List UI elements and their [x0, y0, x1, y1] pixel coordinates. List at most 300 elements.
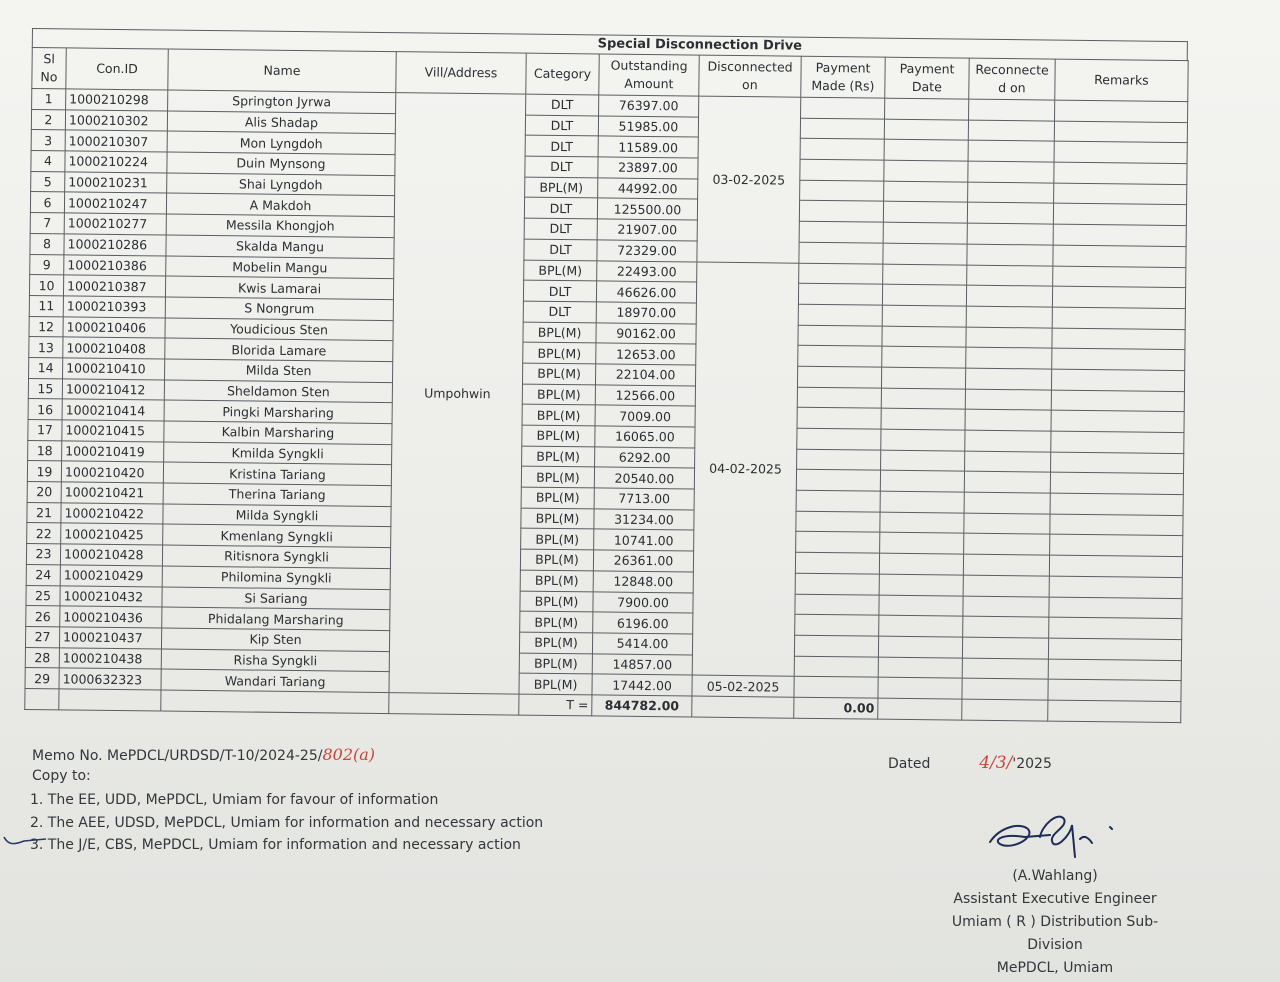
col-header-con-id: Con.ID	[66, 48, 168, 90]
cell-empty	[389, 693, 519, 715]
cell-sl: 23	[26, 544, 60, 565]
cell-payment-date	[879, 574, 963, 596]
cell-category: BPL(M)	[520, 570, 593, 592]
cell-name: Kalbin Marsharing	[164, 421, 392, 444]
cell-sl: 18	[28, 440, 62, 461]
cell-category: DLT	[524, 239, 597, 261]
cell-name: Wandari Tariang	[161, 669, 389, 692]
cell-payment-date	[880, 471, 964, 493]
disconnection-table	[24, 47, 1188, 723]
cell-payment-made	[800, 139, 884, 161]
cell-con-id: 1000210393	[63, 296, 165, 318]
cell-remarks	[1049, 576, 1182, 598]
cell-name: Springton Jyrwa	[168, 90, 396, 113]
cell-name: Pingki Marsharing	[164, 400, 392, 423]
cell-amount: 7009.00	[595, 405, 695, 427]
cell-empty	[962, 699, 1048, 721]
cell-sl: 22	[27, 523, 61, 544]
cell-con-id: 1000210231	[65, 172, 167, 194]
cell-name: Shai Lyngdoh	[167, 173, 395, 196]
cell-remarks	[1052, 348, 1185, 370]
col-header-sl: Sl No	[32, 48, 66, 89]
cell-sl: 11	[29, 295, 63, 316]
cell-category: BPL(M)	[520, 591, 593, 613]
cell-payment-made	[794, 635, 878, 657]
signature-block	[925, 865, 1185, 980]
cell-name: Messila Khongjoh	[166, 214, 394, 237]
cell-payment-date	[884, 140, 968, 162]
cell-remarks	[1053, 245, 1186, 267]
cell-name: Kip Sten	[161, 628, 389, 651]
cell-reconnected	[967, 265, 1053, 287]
cell-reconnected	[966, 347, 1052, 369]
cell-name: Kmenlang Syngkli	[163, 524, 391, 547]
total-label: T =	[519, 694, 592, 716]
cell-empty	[25, 688, 59, 709]
cell-amount: 14857.00	[592, 653, 692, 675]
cell-amount: 12566.00	[595, 385, 695, 407]
cell-amount: 22493.00	[597, 260, 697, 282]
cell-category: DLT	[524, 218, 597, 240]
cell-remarks	[1050, 493, 1183, 515]
cell-payment-date	[878, 677, 962, 699]
cell-reconnected	[965, 451, 1051, 473]
cell-reconnected	[962, 678, 1048, 700]
cell-remarks	[1048, 679, 1181, 701]
cell-amount: 21907.00	[597, 219, 697, 241]
cell-category: DLT	[525, 115, 598, 137]
cell-con-id: 1000210422	[61, 503, 163, 525]
cell-remarks	[1048, 638, 1181, 660]
cell-reconnected	[962, 637, 1048, 659]
col-header-name: Name	[168, 49, 396, 93]
cell-name: Skalda Mangu	[166, 235, 394, 258]
cell-remarks	[1052, 307, 1185, 329]
cell-amount: 23897.00	[598, 157, 698, 179]
cell-name: S Nongrum	[165, 297, 393, 320]
cell-sl: 12	[29, 316, 63, 337]
copy-to-label: Copy to:	[32, 768, 91, 784]
cell-sl: 10	[29, 275, 63, 296]
cell-category: BPL(M)	[523, 342, 596, 364]
footer	[30, 745, 1250, 975]
cell-category: BPL(M)	[522, 446, 595, 468]
cell-reconnected	[963, 575, 1049, 597]
cell-payment-date	[884, 119, 968, 141]
cell-reconnected	[964, 492, 1050, 514]
sheet-title: Special Disconnection Drive	[32, 28, 1188, 60]
cell-category: BPL(M)	[522, 384, 595, 406]
cell-sl: 7	[30, 213, 64, 234]
cell-con-id: 1000210438	[59, 647, 161, 669]
cell-payment-date	[879, 595, 963, 617]
cell-sl: 21	[27, 502, 61, 523]
cell-payment-made	[796, 511, 880, 533]
cell-amount: 16065.00	[595, 426, 695, 448]
cell-reconnected	[964, 534, 1050, 556]
cell-name: Milda Syngkli	[163, 504, 391, 527]
cell-name: Si Sariang	[162, 587, 390, 610]
cell-name: Youdicious Sten	[165, 318, 393, 341]
cell-remarks	[1049, 597, 1182, 619]
cell-category: BPL(M)	[520, 611, 593, 633]
cell-sl: 20	[27, 482, 61, 503]
dated-label: Dated	[888, 756, 931, 772]
cell-remarks	[1049, 555, 1182, 577]
cell-payment-date	[882, 346, 966, 368]
cell-category: BPL(M)	[519, 632, 592, 654]
cell-payment-made	[800, 180, 884, 202]
cell-payment-made	[797, 387, 881, 409]
cell-name: Mobelin Mangu	[166, 256, 394, 279]
cell-remarks	[1055, 100, 1188, 122]
cell-remarks	[1051, 452, 1184, 474]
cell-name: Milda Sten	[165, 359, 393, 382]
cell-category: BPL(M)	[521, 466, 594, 488]
cell-con-id: 1000210421	[61, 482, 163, 504]
cell-category: BPL(M)	[520, 549, 593, 571]
cell-amount: 6196.00	[593, 612, 693, 634]
cell-payment-made	[799, 242, 883, 264]
cell-con-id: 1000210387	[63, 275, 165, 297]
cell-sl: 8	[30, 233, 64, 254]
cell-name: Blorida Lamare	[165, 338, 393, 361]
cell-con-id: 1000210414	[62, 399, 164, 421]
cell-category: BPL(M)	[525, 177, 598, 199]
cell-con-id: 1000210428	[60, 544, 162, 566]
cell-remarks	[1050, 514, 1183, 536]
cell-con-id: 1000210298	[66, 89, 168, 111]
cell-remarks	[1050, 472, 1183, 494]
cell-reconnected	[968, 120, 1054, 142]
cell-empty	[1048, 700, 1181, 722]
cell-payment-made	[797, 449, 881, 471]
cell-payment-date	[882, 326, 966, 348]
cell-name: Kristina Tariang	[163, 462, 391, 485]
cell-sl: 13	[29, 337, 63, 358]
cell-name: Kwis Lamarai	[165, 276, 393, 299]
cell-remarks	[1051, 410, 1184, 432]
cell-reconnected	[963, 596, 1049, 618]
cell-payment-date	[884, 181, 968, 203]
total-payment: 0.00	[794, 697, 878, 719]
cell-payment-date	[884, 160, 968, 182]
cell-payment-made	[799, 221, 883, 243]
cell-name: Kmilda Syngkli	[164, 442, 392, 465]
memo-line	[32, 745, 375, 764]
cell-con-id: 1000210432	[60, 585, 162, 607]
col-header-category: Category	[526, 53, 599, 95]
cell-reconnected	[964, 513, 1050, 535]
copy-item: 2. The AEE, UDSD, MePDCL, Umiam for information and necessary action	[30, 815, 544, 831]
cell-reconnected	[965, 409, 1051, 431]
cell-con-id: 1000210419	[62, 441, 164, 463]
cell-payment-date	[879, 615, 963, 637]
cell-sl: 24	[26, 564, 60, 585]
cell-sl: 1	[32, 89, 66, 110]
cell-category: BPL(M)	[523, 322, 596, 344]
cell-con-id: 1000210415	[62, 420, 164, 442]
cell-sl: 15	[28, 378, 62, 399]
cell-amount: 10741.00	[594, 529, 694, 551]
cell-con-id: 1000210420	[61, 461, 163, 483]
cell-name: Duin Mynsong	[167, 152, 395, 175]
cell-payment-made	[797, 408, 881, 430]
cell-amount: 31234.00	[594, 509, 694, 531]
cell-name: Philomina Syngkli	[162, 566, 390, 589]
col-header-remarks: Remarks	[1055, 59, 1188, 102]
cell-reconnected	[967, 244, 1053, 266]
cell-amount: 22104.00	[595, 364, 695, 386]
handwritten-tick-mark	[2, 833, 52, 853]
cell-reconnected	[968, 182, 1054, 204]
cell-remarks	[1051, 390, 1184, 412]
cell-amount: 51985.00	[598, 116, 698, 138]
cell-payment-date	[883, 243, 967, 265]
cell-payment-date	[883, 202, 967, 224]
cell-remarks	[1048, 659, 1181, 681]
cell-category: DLT	[525, 135, 598, 157]
cell-remarks	[1054, 121, 1187, 143]
cell-con-id: 1000210224	[65, 151, 167, 173]
cell-remarks	[1051, 431, 1184, 453]
cell-category: DLT	[523, 280, 596, 302]
cell-con-id: 1000210425	[61, 523, 163, 545]
cell-sl: 19	[27, 461, 61, 482]
cell-reconnected	[963, 554, 1049, 576]
cell-reconnected	[965, 368, 1051, 390]
cell-category: DLT	[524, 198, 597, 220]
cell-category: BPL(M)	[522, 363, 595, 385]
cell-category: DLT	[526, 94, 599, 116]
cell-con-id: 1000210247	[64, 192, 166, 214]
cell-payment-date	[883, 222, 967, 244]
cell-reconnected	[968, 141, 1054, 163]
cell-remarks	[1051, 369, 1184, 391]
cell-payment-date	[881, 450, 965, 472]
cell-remarks	[1054, 162, 1187, 184]
cell-amount: 46626.00	[596, 281, 696, 303]
signatory-name: (A.Wahlang)	[1012, 868, 1098, 884]
cell-payment-made	[795, 614, 879, 636]
memo-number: 802(a)	[322, 745, 376, 764]
cell-disconnected-date: 03-02-2025	[697, 96, 801, 263]
cell-payment-date	[879, 553, 963, 575]
cell-amount: 72329.00	[597, 240, 697, 262]
cell-empty	[59, 689, 161, 711]
cell-sl: 25	[26, 585, 60, 606]
cell-reconnected	[966, 306, 1052, 328]
dated-year: 2025	[1016, 756, 1052, 772]
cell-payment-made	[798, 283, 882, 305]
cell-payment-made	[797, 366, 881, 388]
signatory-org: MePDCL, Umiam	[996, 960, 1114, 976]
signatory-designation: Assistant Executive Engineer	[953, 891, 1157, 907]
memo-prefix: Memo No. MePDCL/URDSD/T-10/2024-25/	[32, 748, 323, 764]
cell-con-id: 1000210286	[64, 234, 166, 256]
handwritten-date: 4/3/	[979, 753, 1013, 773]
cell-payment-made	[798, 345, 882, 367]
cell-payment-made	[798, 325, 882, 347]
cell-payment-date	[882, 305, 966, 327]
cell-sl: 6	[30, 192, 64, 213]
cell-payment-date	[880, 491, 964, 513]
cell-payment-made	[796, 470, 880, 492]
cell-payment-made	[798, 304, 882, 326]
col-header-payment-made: Payment Made (Rs)	[801, 56, 885, 98]
cell-amount: 12653.00	[596, 343, 696, 365]
cell-payment-made	[796, 490, 880, 512]
col-header-vill: Vill/Address	[396, 52, 526, 94]
cell-payment-date	[880, 533, 964, 555]
col-header-amount: Outstanding Amount	[599, 54, 699, 96]
cell-reconnected	[962, 658, 1048, 680]
col-header-payment-date: Payment Date	[885, 57, 969, 99]
cell-amount: 18970.00	[596, 302, 696, 324]
cell-con-id: 1000632323	[59, 668, 161, 690]
cell-sl: 9	[30, 254, 64, 275]
cell-amount: 44992.00	[598, 178, 698, 200]
cell-sl: 16	[28, 399, 62, 420]
cell-reconnected	[967, 223, 1053, 245]
cell-category: DLT	[525, 156, 598, 178]
cell-amount: 12848.00	[593, 571, 693, 593]
cell-payment-date	[881, 367, 965, 389]
cell-reconnected	[969, 99, 1055, 121]
cell-payment-date	[881, 429, 965, 451]
cell-remarks	[1052, 286, 1185, 308]
cell-remarks	[1053, 266, 1186, 288]
total-amount: 844782.00	[592, 695, 692, 717]
cell-sl: 14	[29, 357, 63, 378]
cell-amount: 7713.00	[594, 488, 694, 510]
cell-con-id: 1000210429	[60, 565, 162, 587]
cell-remarks	[1053, 224, 1186, 246]
cell-payment-date	[883, 264, 967, 286]
cell-category: BPL(M)	[521, 487, 594, 509]
cell-village: Umpohwin	[389, 93, 526, 694]
cell-amount: 11589.00	[598, 136, 698, 158]
cell-reconnected	[963, 616, 1049, 638]
cell-empty	[161, 690, 389, 713]
cell-amount: 76397.00	[599, 95, 699, 117]
cell-payment-date	[878, 657, 962, 679]
cell-con-id: 1000210307	[65, 130, 167, 152]
signature	[980, 797, 1120, 867]
copy-item: 1. The EE, UDD, MePDCL, Umiam for favour of information	[30, 792, 439, 808]
cell-remarks	[1050, 535, 1183, 557]
cell-reconnected	[967, 203, 1053, 225]
cell-payment-made	[799, 263, 883, 285]
cell-sl: 28	[25, 647, 59, 668]
cell-category: BPL(M)	[521, 508, 594, 530]
cell-category: BPL(M)	[521, 529, 594, 551]
cell-sl: 27	[25, 626, 59, 647]
cell-sl: 17	[28, 419, 62, 440]
col-header-disconnected: Disconnected on	[699, 55, 801, 97]
cell-disconnected-date: 05-02-2025	[692, 675, 794, 697]
cell-payment-made	[795, 594, 879, 616]
dated-line: Dated 4/3/'2025	[888, 753, 1052, 773]
cell-con-id: 1000210406	[63, 316, 165, 338]
col-header-reconnected: Reconnecte d on	[969, 58, 1055, 100]
cell-category: BPL(M)	[522, 404, 595, 426]
cell-con-id: 1000210408	[63, 337, 165, 359]
cell-empty	[692, 696, 794, 718]
cell-reconnected	[968, 161, 1054, 183]
cell-amount: 26361.00	[593, 550, 693, 572]
cell-amount: 6292.00	[595, 447, 695, 469]
cell-con-id: 1000210302	[65, 110, 167, 132]
cell-category: BPL(M)	[519, 653, 592, 675]
cell-name: Phidalang Marsharing	[162, 607, 390, 630]
cell-amount: 17442.00	[592, 674, 692, 696]
cell-category: BPL(M)	[524, 260, 597, 282]
cell-name: A Makdoh	[166, 193, 394, 216]
cell-con-id: 1000210412	[62, 378, 164, 400]
cell-payment-made	[799, 201, 883, 223]
cell-remarks	[1052, 328, 1185, 350]
cell-payment-made	[795, 573, 879, 595]
cell-payment-made	[795, 552, 879, 574]
cell-amount: 7900.00	[593, 591, 693, 613]
cell-remarks	[1049, 617, 1182, 639]
cell-empty	[878, 698, 962, 720]
cell-payment-made	[801, 97, 885, 119]
cell-con-id: 1000210386	[64, 254, 166, 276]
cell-payment-date	[880, 512, 964, 534]
cell-con-id: 1000210277	[64, 213, 166, 235]
cell-remarks	[1054, 141, 1187, 163]
cell-remarks	[1053, 204, 1186, 226]
cell-sl: 5	[31, 171, 65, 192]
table-body	[25, 89, 1188, 723]
cell-remarks	[1054, 183, 1187, 205]
cell-reconnected	[965, 430, 1051, 452]
cell-category: BPL(M)	[522, 425, 595, 447]
cell-name: Ritisnora Syngkli	[162, 545, 390, 568]
cell-payment-date	[882, 284, 966, 306]
cell-con-id: 1000210437	[59, 627, 161, 649]
cell-sl: 29	[25, 668, 59, 689]
cell-amount: 20540.00	[594, 467, 694, 489]
cell-payment-date	[881, 408, 965, 430]
cell-category: BPL(M)	[519, 673, 592, 695]
cell-payment-date	[878, 636, 962, 658]
cell-name: Risha Syngkli	[161, 649, 389, 672]
cell-category: DLT	[523, 301, 596, 323]
cell-con-id: 1000210410	[63, 358, 165, 380]
cell-name: Therina Tariang	[163, 483, 391, 506]
disconnection-sheet	[24, 28, 1188, 723]
cell-payment-made	[796, 532, 880, 554]
copy-item: 3. The J/E, CBS, MePDCL, Umiam for information and necessary action	[30, 837, 521, 853]
cell-payment-date	[885, 98, 969, 120]
cell-name: Alis Shadap	[167, 111, 395, 134]
cell-amount: 125500.00	[597, 198, 697, 220]
cell-payment-made	[794, 656, 878, 678]
cell-name: Sheldamon Sten	[164, 380, 392, 403]
cell-reconnected	[966, 327, 1052, 349]
cell-payment-made	[800, 159, 884, 181]
signatory-office: Umiam ( R ) Distribution Sub-Division	[951, 914, 1159, 953]
cell-payment-date	[881, 388, 965, 410]
cell-disconnected-date: 04-02-2025	[692, 262, 799, 677]
cell-reconnected	[964, 471, 1050, 493]
cell-reconnected	[966, 285, 1052, 307]
cell-sl: 2	[31, 109, 65, 130]
cell-amount: 5414.00	[592, 633, 692, 655]
